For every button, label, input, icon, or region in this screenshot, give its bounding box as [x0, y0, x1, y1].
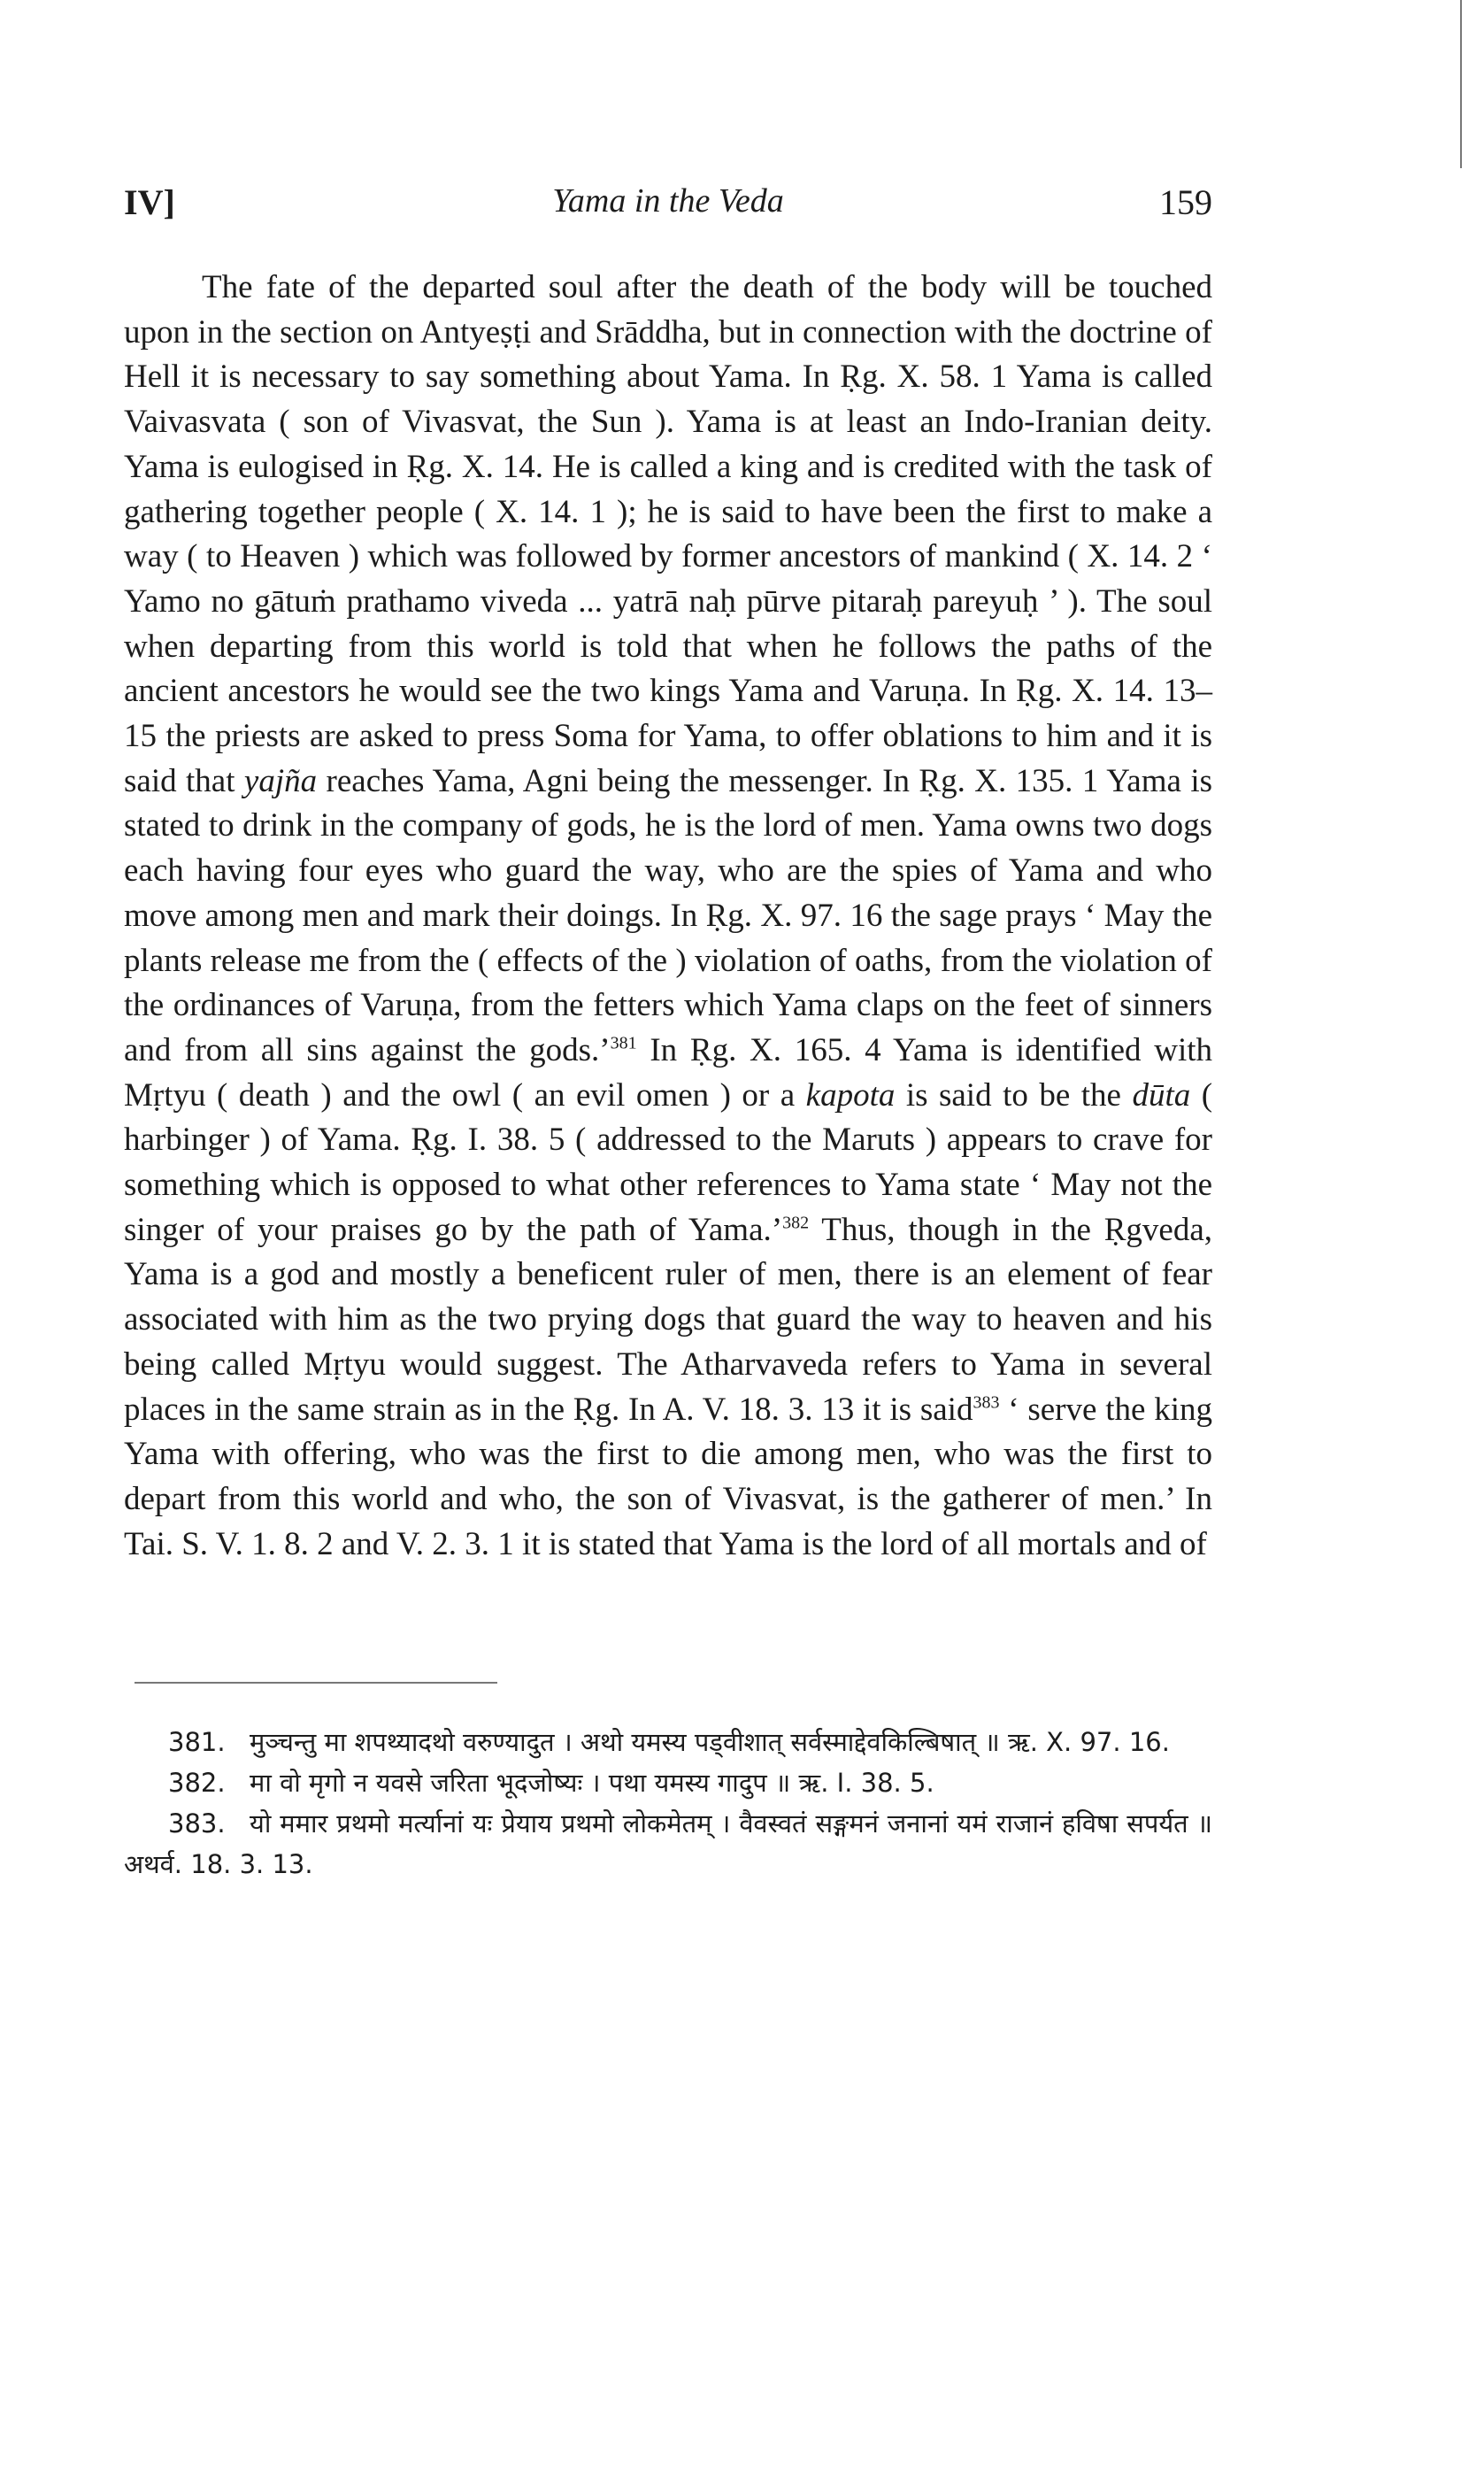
footnote-383	[124, 1803, 1212, 1885]
italic-term: yajña	[243, 762, 318, 799]
italic-term: dūta	[1132, 1076, 1191, 1114]
footnote-382	[124, 1762, 1212, 1803]
footnote-text: मा वो मृगो न यवसे जरिता भूदजोष्यः । पथा यमस्य गादुप ॥ ऋ. I. 38. 5.	[250, 1768, 934, 1798]
body-text-run: reaches Yama, Agni being the messenger. In Ṛg. X. 135. 1 Yama is stated to drink in the company of gods, he is the lord of men. Yama owns two dogs each having four eyes who guard the way, who are the spies of Yama and who move among men and mark their doings. In Ṛg. X. 97. 16 the sage prays ‘ May the plants release me from the ( effects of the ) violation of oaths, from the violation of the ordinances of Varuṇa, from the fetters which Yama claps on the feet of sinners and from all sins against the gods.’	[124, 762, 1213, 1068]
body-text-run: In Ṛg. X. 165. 4 Yama is identified with Mṛtyu ( death ) and the owl ( an evil omen ) or a	[124, 1031, 1213, 1114]
running-header	[124, 181, 1212, 226]
footnote-number: 383.	[168, 1808, 226, 1839]
footnote-ref-383[interactable]: 383	[973, 1392, 1000, 1413]
main-paragraph	[124, 266, 1212, 1567]
footnote-381	[124, 1722, 1212, 1762]
body-text-run: Thus, though in the Ṛgveda, Yama is a god and mostly a beneficent ruler of men, there is an element of fear associated with him as the two prying dogs that guard the way to heaven and his being called Mṛtyu would suggest. The Atharvaveda refers to Yama in several places in the same strain as in the Ṛg. In A. V. 18. 3. 13 it is said	[124, 1211, 1212, 1428]
chapter-number: IV]	[124, 182, 175, 222]
footnote-number: 381.	[168, 1727, 226, 1757]
footnote-number: 382.	[168, 1768, 226, 1798]
footnote-text: मुञ्चन्तु मा शपथ्यादथो वरुण्यादुत । अथो यमस्य पड्वीशात् सर्वस्माद्देवकिल्बिषात् ॥ ऋ. X. 97. 16.	[250, 1727, 1170, 1757]
footnote-text: यो ममार प्रथमो मर्त्यानां यः प्रेयाय प्रथमो लोकमेतम् । वैवस्वतं सङ्गमनं जनानां यमं राजानं हविषा सपर्यत ॥ अथर्व. 18. 3. 13.	[124, 1808, 1212, 1879]
page-edge-line	[1460, 0, 1462, 168]
body-text-run: The fate of the departed soul after the death of the body will be touched upon in the section on Antyeṣṭi and Srāddha, but in connection with the doctrine of Hell it is necessary to say something about Yama. In Ṛg. X. 58. 1 Yama is called Vaivasvata ( son of Vivasvat, the Sun ). Yama is at least an Indo-Iranian deity. Yama is eulogised in Ṛg. X. 14. He is called a king and is credited with the task of gathering together people ( X. 14. 1 ); he is said to have been the first to make a way ( to Heaven ) which was followed by former ancestors of mankind ( X. 14. 2 ‘ Yamo no gātuṁ prathamo viveda ... yatrā naḥ pūrve pitaraḥ pareyuḥ ’ ). The soul when departing from this world is told that when he follows the paths of the ancient ancestors he would see the two kings Yama and Varuṇa. In Ṛg. X. 14. 13–15 the priests are asked to press Soma for Yama, to offer oblations to him and it is said that	[124, 269, 1212, 799]
footnote-ref-382[interactable]: 382	[782, 1213, 810, 1233]
italic-term: kapota	[805, 1076, 896, 1114]
body-text-run: ( harbinger ) of Yama. Ṛg. I. 38. 5 ( addressed to the Maruts ) appears to crave for something which is opposed to what other references to Yama state ‘ May not the singer of your praises go by the path of Yama.’	[124, 1076, 1213, 1248]
footnote-divider	[135, 1682, 497, 1684]
footnotes	[124, 1722, 1212, 1885]
page-number: 159	[1159, 182, 1212, 222]
footnote-ref-381[interactable]: 381	[610, 1033, 637, 1053]
body-text-run: ‘ serve the king Yama with offering, who was the first to die among men, who was the first to depart from this world and who, the son of Vivasvat, is the gatherer of men.’ In Tai. S. V. 1. 8. 2 and V. 2. 3. 1 it is stated that Yama is the lord of all mortals and of	[124, 1391, 1212, 1562]
body-text-run: is said to be the	[905, 1076, 1121, 1114]
running-title: Yama in the Veda	[552, 182, 784, 220]
